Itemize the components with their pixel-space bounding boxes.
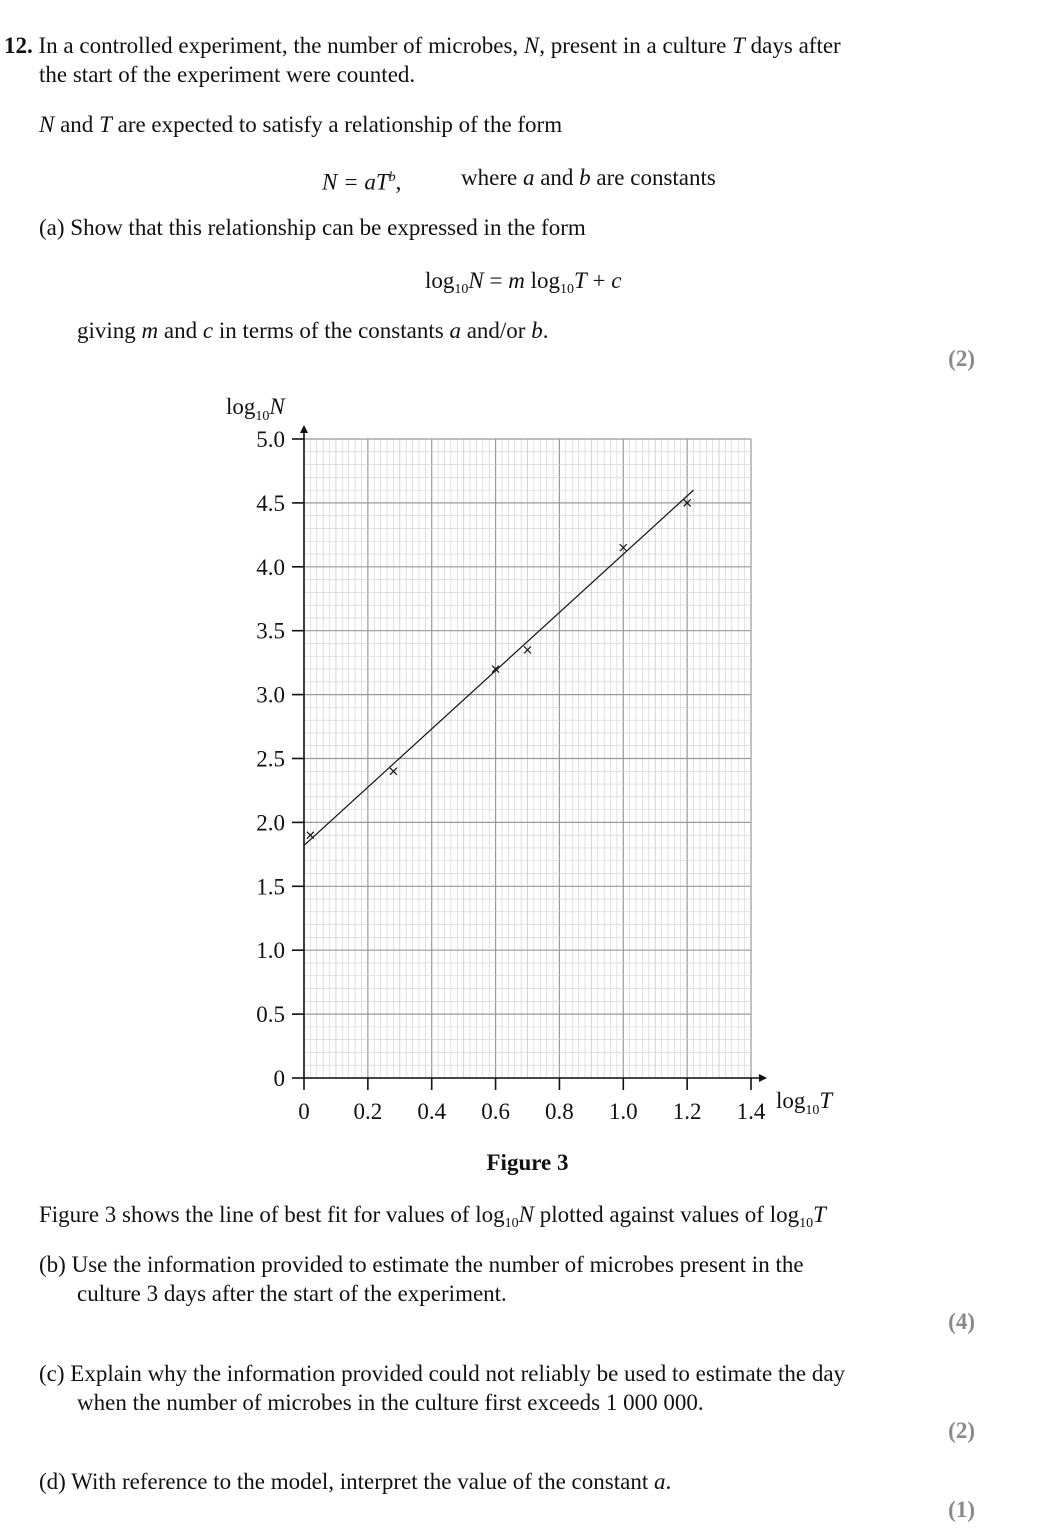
best-fit-line xyxy=(304,490,694,845)
eq-log: log xyxy=(425,268,455,293)
intro-text: In a controlled experiment, the number of microbes, xyxy=(38,33,519,58)
var-b: b xyxy=(531,318,543,343)
giving-dot: . xyxy=(542,318,549,343)
part-c-line1: Explain why the information provided could not reliably be used to estimate the day xyxy=(70,1361,846,1386)
part-d-dot: . xyxy=(665,1469,672,1494)
var-a: a xyxy=(449,318,461,343)
x-axis-arrow xyxy=(759,1074,767,1082)
chart-axes xyxy=(300,425,767,1082)
part-c-marks: (2) xyxy=(948,1418,975,1443)
var-T: T xyxy=(732,33,745,58)
x-tick-label: 1.4 xyxy=(736,1099,766,1124)
part-d-text: With reference to the model, interpret the value of the constant xyxy=(71,1469,649,1494)
formula-main: N = aT xyxy=(322,169,389,195)
formula-comma: , xyxy=(395,169,402,195)
part-b-label: (b) xyxy=(39,1252,66,1277)
part-d-prompt xyxy=(39,1467,671,1496)
x-tick-label: 0.6 xyxy=(481,1099,510,1124)
eq-sub2: 10 xyxy=(559,282,574,297)
y-tick-label: 0 xyxy=(273,1066,285,1091)
fig-desc-T: T xyxy=(813,1202,826,1227)
part-d-label: (d) xyxy=(39,1469,66,1494)
x-tick-label: 0.8 xyxy=(545,1099,574,1124)
y-tick-label: 5.0 xyxy=(256,427,285,452)
fig-desc-sub2: 10 xyxy=(799,1216,814,1231)
part-c-label: (c) xyxy=(39,1361,65,1386)
y-tick-label: 3.5 xyxy=(256,618,285,644)
axis-label-log: log xyxy=(776,1088,806,1113)
chart-ticks xyxy=(256,427,766,1124)
intro-text-b: , present in a culture xyxy=(539,33,727,58)
question-number: 12. xyxy=(4,33,33,58)
var-T: T xyxy=(99,112,112,137)
y-axis-arrow xyxy=(300,425,308,433)
eq-plus: + xyxy=(586,268,612,293)
part-a-label: (a) xyxy=(39,215,65,240)
part-b-prompt xyxy=(39,1250,804,1279)
eq-log2: log xyxy=(530,268,560,293)
part-c-line2: when the number of microbes in the culture first exceeds 1 000 000. xyxy=(77,1390,704,1415)
x-tick-label: 0 xyxy=(298,1099,310,1124)
y-tick-label: 2.0 xyxy=(256,810,285,836)
axis-label-log: log xyxy=(226,394,256,419)
fig-desc-mid: plotted against values of log xyxy=(534,1202,800,1227)
x-tick-label: 1.2 xyxy=(672,1099,702,1124)
part-d-marks: (1) xyxy=(948,1497,975,1522)
y-tick-label: 2.5 xyxy=(256,746,285,772)
y-tick-label: 0.5 xyxy=(256,1002,285,1028)
fig-desc-pre: Figure 3 shows the line of best fit for values of log xyxy=(39,1202,505,1227)
formula-exponent: b xyxy=(388,170,396,185)
var-c: c xyxy=(202,318,214,343)
part-b-marks: (4) xyxy=(948,1309,975,1334)
note-where: where xyxy=(461,165,518,190)
x-tick-label: 1.0 xyxy=(608,1099,638,1124)
eq-sub: 10 xyxy=(454,282,469,297)
eq-N: N xyxy=(468,268,484,293)
part-c-prompt xyxy=(39,1359,845,1388)
var-N: N xyxy=(39,112,55,137)
part-b-line2: culture 3 days after the start of the experiment. xyxy=(77,1281,507,1306)
part-a-marks: (2) xyxy=(948,346,975,371)
var-a: a xyxy=(522,165,535,190)
giving-post: in terms of the constants xyxy=(218,318,444,343)
axis-label-var: T xyxy=(819,1088,833,1113)
y-tick-label: 3.0 xyxy=(256,682,285,708)
eq-c: c xyxy=(611,268,622,293)
chart-grid xyxy=(304,439,751,1078)
intro-line-2: the start of the experiment were counted. xyxy=(39,62,416,87)
part-b-line1: Use the information provided to estimate the number of microbes present in the xyxy=(71,1252,804,1277)
word-and: and xyxy=(60,112,94,137)
y-tick-label: 4.5 xyxy=(256,490,285,516)
axis-label-sub: 10 xyxy=(805,1103,820,1118)
var-b: b xyxy=(579,165,591,190)
x-tick-label: 0.4 xyxy=(417,1099,447,1124)
part-a-text: Show that this relationship can be expressed in the form xyxy=(70,215,586,240)
relationship-text: are expected to satisfy a relationship of the form xyxy=(117,112,563,137)
x-tick-label: 0.2 xyxy=(353,1099,383,1124)
figure-caption: Figure 3 xyxy=(486,1150,569,1175)
axis-label-var: N xyxy=(269,394,285,419)
y-axis-label xyxy=(226,394,286,424)
giving-or: and/or xyxy=(466,318,526,343)
fig-desc-sub1: 10 xyxy=(504,1216,519,1231)
fig-desc-N: N xyxy=(518,1202,535,1227)
eq-m: m xyxy=(508,268,525,293)
y-tick-label: 1.0 xyxy=(256,938,285,964)
eq-T: T xyxy=(573,268,587,293)
var-m: m xyxy=(141,318,159,343)
x-axis-label xyxy=(776,1088,834,1118)
axis-label-sub: 10 xyxy=(255,409,270,424)
y-tick-label: 4.0 xyxy=(256,554,285,580)
note-and: and xyxy=(540,165,574,190)
figure-description xyxy=(39,1200,826,1229)
giving-word: giving xyxy=(77,318,136,343)
y-tick-label: 1.5 xyxy=(256,874,285,900)
giving-and: and xyxy=(163,318,198,343)
var-a: a xyxy=(653,1469,666,1494)
eq-equals: = xyxy=(483,268,509,293)
intro-text-c: days after xyxy=(750,33,841,58)
var-N: N xyxy=(523,33,540,58)
note-post: are constants xyxy=(596,165,716,190)
